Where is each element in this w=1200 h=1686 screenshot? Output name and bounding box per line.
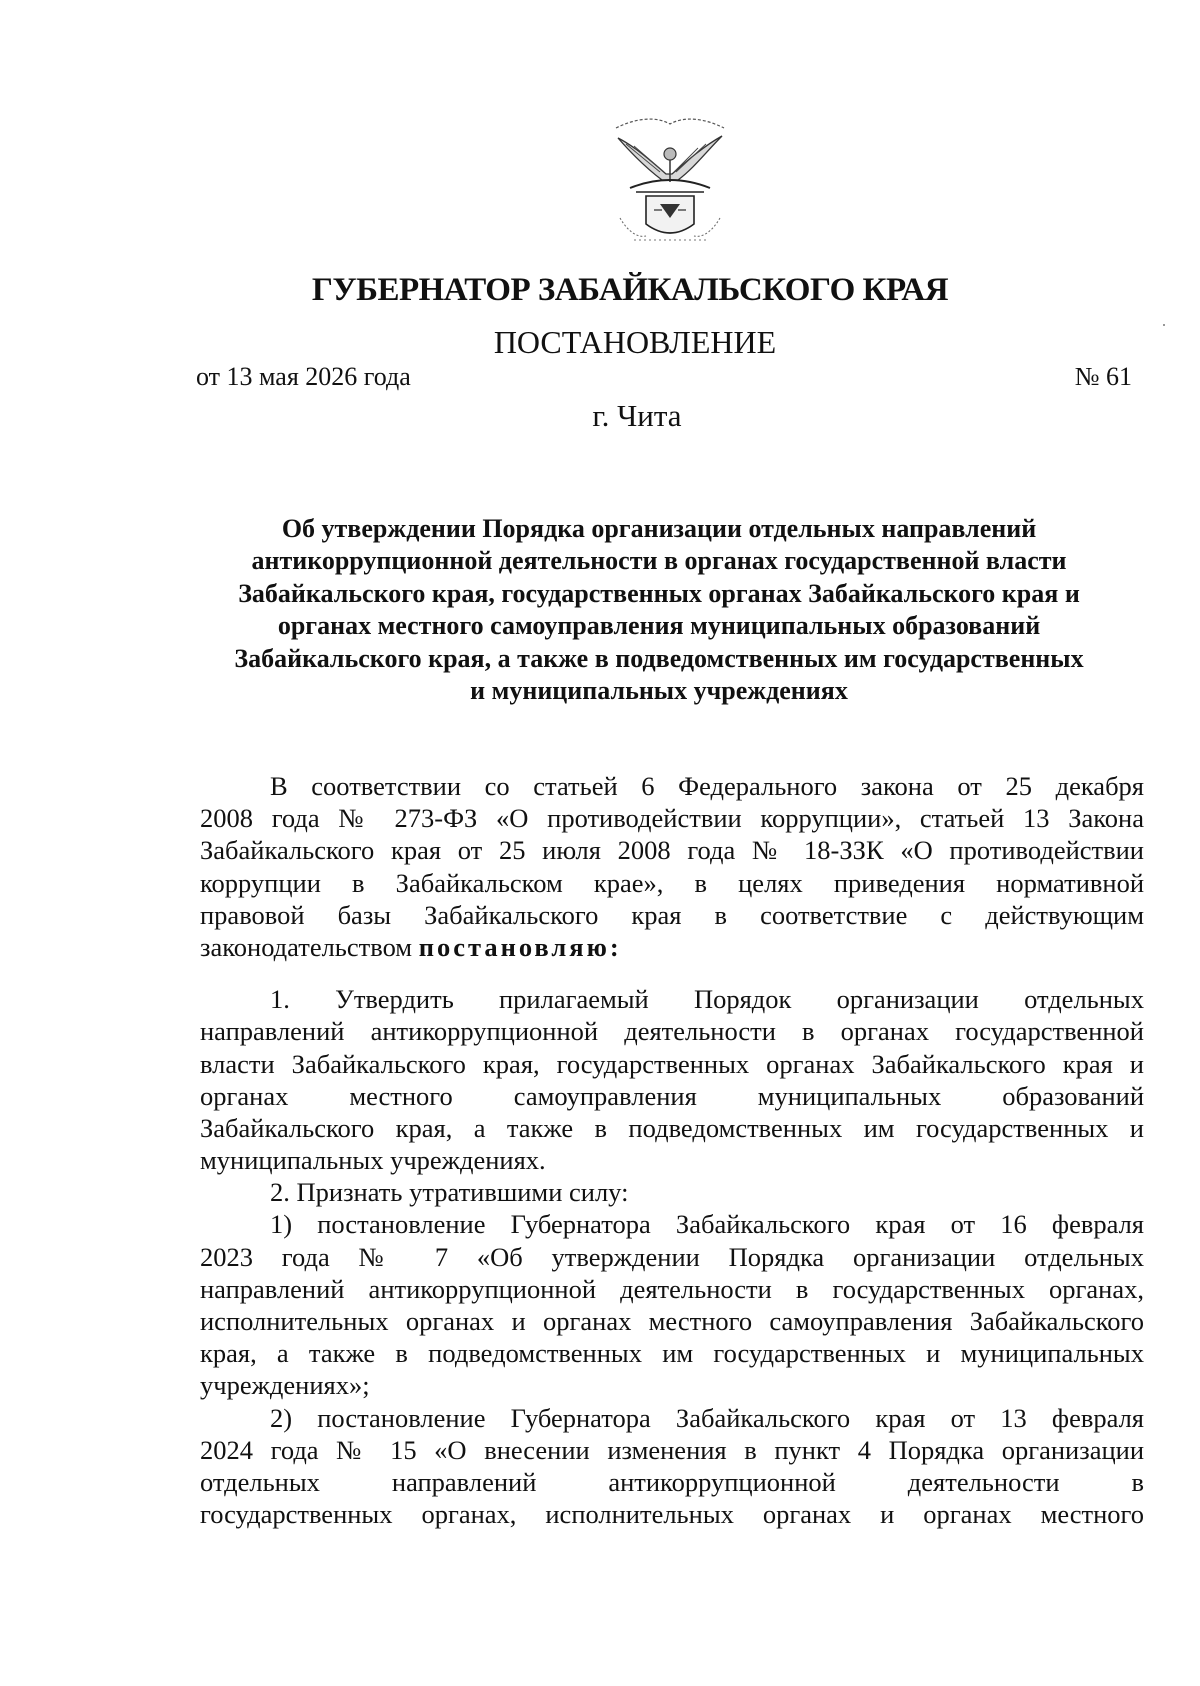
text-line [200, 931, 1144, 963]
preamble-paragraph [200, 770, 1144, 963]
document-number: № 61 [1074, 362, 1132, 391]
text-line: отдельных направлений антикоррупционной деятельности в [200, 1466, 1144, 1497]
document-body [200, 770, 1144, 1530]
scan-speck [1163, 324, 1165, 326]
decree-word: постановляю: [418, 931, 622, 962]
text-line: 2023 года № 7 «Об утверждении Порядка организации отдельных [200, 1241, 1144, 1272]
title-line: органах местного самоуправления муниципальных образований [277, 611, 1041, 641]
text-line: 2) постановление Губернатора Забайкальского края от 13 февраля [270, 1402, 1144, 1433]
coat-of-arms-icon [606, 108, 734, 248]
text-line: учреждениях»; [200, 1370, 370, 1401]
title-line: Забайкальского края, государственных органах Забайкальского края и [238, 578, 1080, 608]
text-line: муниципальных учреждениях. [200, 1145, 546, 1176]
issuer-heading: ГУБЕРНАТОР ЗАБАЙКАЛЬСКОГО КРАЯ [311, 272, 949, 308]
document-city: г. Чита [592, 398, 682, 433]
text-line: В соответствии со статьей 6 Федерального закона от 25 декабря [270, 771, 1144, 801]
document-title [170, 513, 1148, 707]
text-line: направлений антикоррупционной деятельности в органах государственной [200, 1016, 1144, 1047]
title-line: антикоррупционной деятельности в органах государственной власти [251, 546, 1067, 576]
text-line: органах местного самоуправления муниципальных образований [200, 1080, 1144, 1111]
item-2-1-paragraph [200, 1208, 1144, 1401]
text-line: 1) постановление Губернатора Забайкальского края от 16 февраля [270, 1209, 1144, 1240]
text-line: власти Забайкальского края, государственных органах Забайкальского края и [200, 1048, 1144, 1079]
text-line: края, а также в подведомственных им государственных и муниципальных [200, 1338, 1144, 1369]
text-line: 2008 года № 273-ФЗ «О противодействии коррупции», статьей 13 Закона [200, 803, 1144, 834]
document-type: ПОСТАНОВЛЕНИЕ [493, 324, 777, 360]
item-2-2-paragraph [200, 1402, 1144, 1531]
text-line: Забайкальского края от 25 июля 2008 года № 18-ЗЗК «О противодействии [200, 835, 1144, 866]
text-line: правовой базы Забайкальского края в соответствие с действующим [200, 899, 1144, 930]
text-line: исполнительных органах и органах местного самоуправления Забайкальского [200, 1306, 1144, 1336]
item-1-paragraph [200, 983, 1144, 1176]
text-line: государственных органах, исполнительных органах и органах местного [200, 1499, 1144, 1530]
title-line: и муниципальных учреждениях [470, 676, 848, 706]
text-fragment: законодательством [200, 931, 413, 962]
text-line: 2. Признать утратившими силу: [270, 1177, 629, 1208]
title-line: Об утверждении Порядка организации отдельных направлений [281, 514, 1037, 543]
text-line: 2024 года № 15 «О внесении изменения в пункт 4 Порядка организации [200, 1434, 1144, 1465]
item-2-heading-paragraph [200, 1176, 1144, 1208]
text-line: направлений антикоррупционной деятельности в государственных органах, [200, 1273, 1144, 1304]
document-date: от 13 мая 2026 года [196, 362, 411, 391]
text-line: коррупции в Забайкальском крае», в целях приведения нормативной [200, 867, 1144, 898]
paragraph-gap [200, 963, 1144, 983]
title-line: Забайкальского края, а также в подведомственных им государственных [234, 643, 1084, 673]
text-line: 1. Утвердить прилагаемый Порядок организации отдельных [270, 984, 1144, 1015]
text-line: Забайкальского края, а также в подведомственных им государственных и [200, 1112, 1144, 1143]
